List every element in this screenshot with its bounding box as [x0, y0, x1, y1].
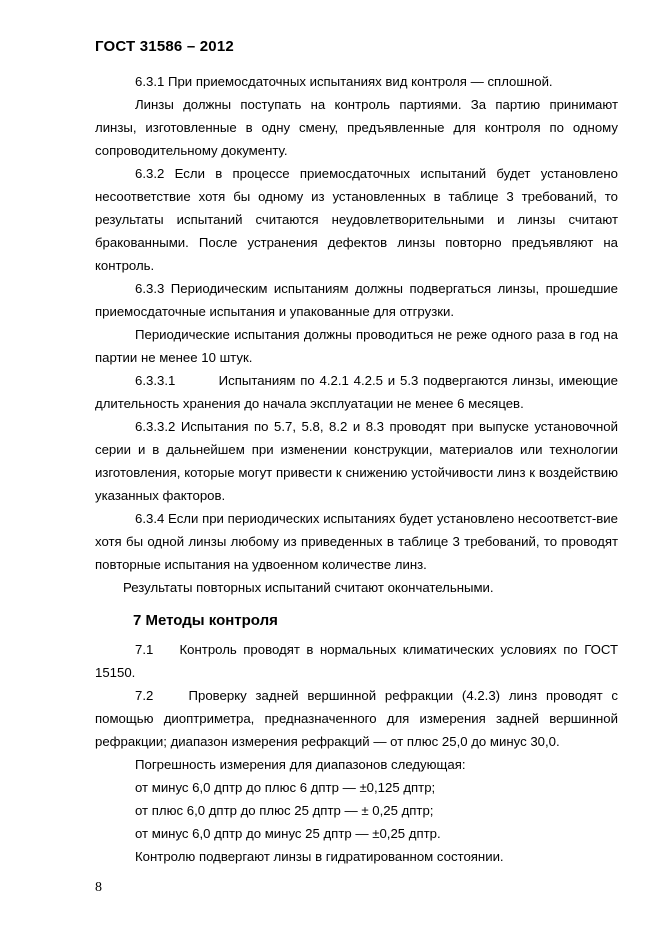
paragraph-6-3-1: 6.3.1 При приемосдаточных испытаниях вид контроля — сплошной.: [135, 74, 553, 89]
paragraph-6-3-3-1: 6.3.3.1 Испытаниям по 4.2.1 4.2.5 и 5.3 подвергаются линзы, имеющие длительность хранения до начала эксплуатации не менее 6 месяцев.: [95, 373, 622, 411]
section-heading: 7 Методы контроля: [133, 612, 278, 629]
document-header: ГОСТ 31586 – 2012: [95, 38, 234, 55]
tolerance-range-3: от минус 6,0 дптр до минус 25 дптр — ±0,25 дптр.: [135, 826, 441, 841]
paragraph-6-3-3: 6.3.3 Периодическим испытаниям должны подвергаться линзы, прошедшие приемосдаточные испытания и упакованные для отгрузки.: [95, 281, 618, 319]
paragraph-results: Результаты повторных испытаний считают окончательными.: [123, 580, 494, 595]
paragraph-periodic: Периодические испытания должны проводиться не реже одного раза в год на партии не менее 10 штук.: [95, 327, 618, 365]
paragraph-lots: Линзы должны поступать на контроль партиями. За партию принимают линзы, изготовленные в одну смену, предъявленные для контроля по одному сопроводительному документу.: [95, 97, 618, 158]
paragraph-7-2: 7.2 Проверку задней вершинной рефракции (4.2.3) линз проводят с помощью диоптриметра, предназначенного для измерения задней вершинной рефракции; диапазон измерения рефракций — от плюс 25,0 до минус 30,0.: [95, 688, 622, 749]
page-number: 8: [95, 880, 102, 895]
paragraph-6-3-2: 6.3.2 Если в процессе приемосдаточных испытаний будет установлено несоответствие хотя бы одному из установленных в таблице 3 требований, то результаты испытаний считаются неудовлетворительными и линзы считают бракованными. После устранения дефектов линзы повторно предъявляют на контроль.: [95, 166, 618, 273]
tolerance-intro: Погрешность измерения для диапазонов следующая:: [135, 757, 466, 772]
paragraph-7-1: 7.1 Контроль проводят в нормальных климатических условиях по ГОСТ 15150.: [95, 642, 622, 680]
tolerance-range-2: от плюс 6,0 дптр до плюс 25 дптр — ± 0,25 дптр;: [135, 803, 434, 818]
page-body: [95, 70, 622, 868]
paragraph-6-3-3-2: 6.3.3.2 Испытания по 5.7, 5.8, 8.2 и 8.3 проводят при выпуске установочной серии и в дальнейшем при изменении конструкции, материалов или технологии изготовления, которые могут привести к снижению устойчивости линз к воздействию указанных факторов.: [95, 419, 618, 503]
tolerance-range-1: от минус 6,0 дптр до плюс 6 дптр — ±0,125 дптр;: [135, 780, 436, 795]
paragraph-6-3-4: 6.3.4 Если при периодических испытаниях будет установлено несоответст-вие хотя бы одной линзы любому из приведенных в таблице 3 требований, то проводят повторные испытания на удвоенном количестве линз.: [95, 511, 618, 572]
hydrated-state-note: Контролю подвергают линзы в гидратированном состоянии.: [135, 849, 504, 864]
